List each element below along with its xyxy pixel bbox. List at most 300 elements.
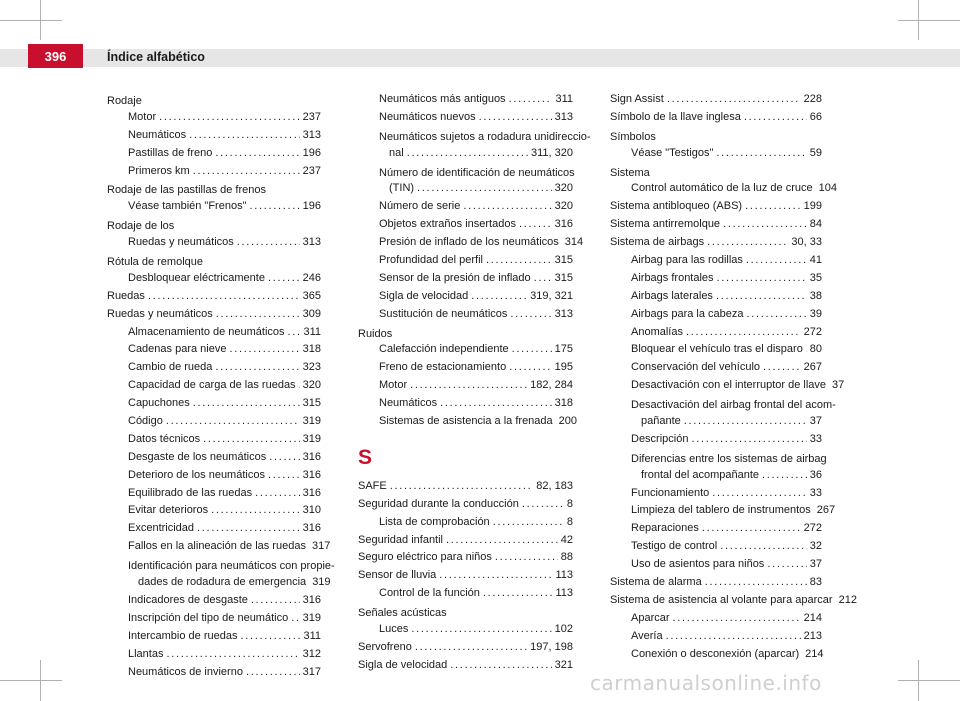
index-subentry xyxy=(107,326,321,344)
entry-label: Símbolos xyxy=(610,130,656,143)
dot-leader xyxy=(249,200,299,212)
page-reference: 36 xyxy=(809,468,822,481)
page-reference: 33 xyxy=(809,486,822,499)
index-subentry xyxy=(107,129,321,147)
index-entry xyxy=(358,605,573,623)
index-subentry xyxy=(107,361,321,379)
page-reference: 35 xyxy=(809,271,822,284)
entry-label: Reparaciones xyxy=(631,522,699,535)
entry-label: Seguridad durante la conducción xyxy=(358,497,519,510)
entry-label: Seguridad infantil xyxy=(358,533,444,546)
entry-label: Airbags laterales xyxy=(631,289,713,302)
page-reference: 319 xyxy=(302,432,321,445)
page-reference: 315 xyxy=(554,254,573,267)
page-reference: 267 xyxy=(816,504,836,517)
index-entry xyxy=(358,551,573,569)
crop-mark xyxy=(898,20,960,21)
entry-label-continued: (TIN) xyxy=(389,182,415,195)
dot-leader xyxy=(684,415,807,427)
page-reference: 196 xyxy=(302,146,321,159)
index-column-1 xyxy=(107,93,335,683)
entry-label: Código xyxy=(128,415,163,428)
index-subentry xyxy=(107,165,321,183)
dot-leader xyxy=(762,469,807,481)
dot-leader xyxy=(251,594,300,606)
crop-mark xyxy=(898,680,960,681)
dot-leader xyxy=(166,415,300,427)
entry-label: Sensor de lluvia xyxy=(358,569,437,582)
dot-leader xyxy=(705,576,807,588)
dot-leader xyxy=(522,498,564,510)
dot-leader xyxy=(746,254,807,266)
page-reference: 80 xyxy=(809,343,822,356)
index-entry xyxy=(107,254,321,272)
page-reference: 228 xyxy=(803,93,822,105)
dot-leader xyxy=(193,397,300,409)
entry-label: Sistema de asistencia al volante para aparcar xyxy=(610,593,833,606)
dot-leader xyxy=(512,343,552,355)
dot-leader xyxy=(667,93,801,105)
entry-label: Sustitución de neumáticos xyxy=(379,307,508,320)
entry-label: Calefacción independiente xyxy=(379,343,509,356)
entry-label: Deterioro de los neumáticos xyxy=(128,468,265,481)
page-title: Índice alfabético xyxy=(107,50,205,64)
index-subentry xyxy=(610,397,836,433)
entry-label: Sigla de velocidad xyxy=(358,658,448,671)
page-reference: 312 xyxy=(302,647,321,660)
page-reference: 84 xyxy=(809,218,822,231)
index-column-3 xyxy=(610,93,857,666)
dot-leader xyxy=(479,111,552,123)
page-reference: 318 xyxy=(302,343,321,356)
entry-label: Servofreno xyxy=(358,640,412,653)
page-reference: 313 xyxy=(554,307,573,320)
entry-label: Capuchones xyxy=(128,397,190,410)
page-reference: 66 xyxy=(809,110,822,123)
index-subentry xyxy=(358,397,573,415)
index-subentry xyxy=(610,272,822,290)
index-subentry xyxy=(358,218,573,236)
page-reference: 82, 183 xyxy=(536,479,573,492)
index-subentry xyxy=(358,290,573,308)
entry-label: Sistema antirremolque xyxy=(610,218,721,231)
entry-label: Neumáticos sujetos a rodadura unidireccio- xyxy=(379,130,591,143)
index-subentry xyxy=(610,290,822,308)
dot-leader xyxy=(203,433,299,445)
index-subentry xyxy=(610,326,822,344)
page-reference: 37 xyxy=(832,379,845,392)
dot-leader xyxy=(745,200,801,212)
page-reference: 237 xyxy=(302,164,321,177)
index-subentry xyxy=(358,254,573,272)
entry-label: Conexión o desconexión (aparcar) xyxy=(631,647,800,660)
entry-label: Desactivación con el interruptor de llave xyxy=(631,379,827,392)
entry-label: Aparcar xyxy=(631,611,670,624)
page-reference: 113 xyxy=(555,587,573,600)
entry-label: Número de serie xyxy=(379,200,461,213)
entry-label: Número de identificación de neumáticos xyxy=(379,166,575,179)
page-reference: 39 xyxy=(809,307,822,320)
dot-leader xyxy=(486,254,552,266)
index-entry xyxy=(610,129,822,147)
entry-label: Pastillas de freno xyxy=(128,146,213,159)
index-entry xyxy=(358,641,573,659)
index-subentry xyxy=(107,558,335,594)
page-reference: 214 xyxy=(805,647,824,660)
entry-label-continued: frontal del acompañante xyxy=(641,468,760,481)
index-subentry xyxy=(358,165,573,201)
index-column-2 xyxy=(358,93,591,677)
entry-label: Sistema xyxy=(610,166,650,179)
index-subentry xyxy=(610,433,822,451)
index-subentry xyxy=(107,487,321,505)
entry-label: Motor xyxy=(379,379,408,392)
page-reference: 272 xyxy=(803,325,822,338)
dot-leader xyxy=(723,218,807,230)
index-subentry xyxy=(107,594,321,612)
crop-mark xyxy=(0,20,62,21)
dot-leader xyxy=(415,641,527,653)
dot-leader xyxy=(806,343,807,355)
page-reference: 317 xyxy=(302,665,321,678)
page-reference: 37 xyxy=(809,415,822,428)
page-reference: 320 xyxy=(302,379,321,392)
entry-label: Inscripción del tipo de neumático xyxy=(128,611,289,624)
entry-label-continued: dades de rodadura de emergencia xyxy=(138,576,307,589)
index-entry xyxy=(610,593,857,612)
page-reference: 59 xyxy=(809,146,822,159)
index-subentry xyxy=(358,415,578,433)
dot-leader xyxy=(268,272,300,284)
dot-leader xyxy=(534,272,552,284)
index-entry xyxy=(610,576,822,594)
entry-label: Conservación del vehículo xyxy=(631,361,761,374)
page-reference: 313 xyxy=(302,236,321,249)
crop-mark xyxy=(0,680,62,681)
index-entry xyxy=(610,165,822,183)
index-entry xyxy=(610,111,822,129)
entry-label: Airbags para la cabeza xyxy=(631,307,744,320)
page-reference: 8 xyxy=(566,497,573,510)
entry-label: Desactivación del airbag frontal del acom- xyxy=(631,399,836,412)
page-reference: 37 xyxy=(809,558,822,571)
page-reference: 199 xyxy=(803,200,822,213)
entry-label: Presión de inflado de los neumáticos xyxy=(379,236,559,249)
entry-label: Datos técnicos xyxy=(128,432,201,445)
index-subentry xyxy=(107,415,321,433)
entry-label: Neumáticos más antiguos xyxy=(379,93,506,105)
index-entry xyxy=(610,93,822,111)
entry-label: Desgaste de los neumáticos xyxy=(128,450,267,463)
dot-leader xyxy=(215,361,299,373)
entry-label: Ruedas xyxy=(107,289,145,302)
index-subentry xyxy=(610,630,822,648)
entry-label: Sign Assist xyxy=(610,93,664,105)
entry-label: Cambio de rueda xyxy=(128,361,213,374)
page-reference: 196 xyxy=(302,200,321,213)
index-subentry xyxy=(610,540,822,558)
index-subentry xyxy=(358,623,573,641)
entry-label: Neumáticos nuevos xyxy=(379,110,476,123)
dot-leader xyxy=(767,558,806,570)
dot-leader xyxy=(495,551,558,563)
index-subentry xyxy=(107,451,321,469)
page-reference: 104 xyxy=(818,182,837,195)
page-reference: 318 xyxy=(554,397,573,410)
index-subentry xyxy=(107,147,321,165)
index-subentry xyxy=(610,612,822,630)
page-reference: 315 xyxy=(302,397,321,410)
index-subentry xyxy=(610,451,827,487)
dot-leader xyxy=(763,361,801,373)
page-reference: 182, 284 xyxy=(530,379,573,392)
entry-label: Neumáticos de invierno xyxy=(128,665,243,678)
dot-leader xyxy=(237,236,300,248)
entry-label: Testigo de control xyxy=(631,540,718,553)
dot-leader xyxy=(463,200,551,212)
dot-leader xyxy=(215,147,299,159)
entry-label: Véase "Testigos" xyxy=(631,146,714,159)
page-reference: 200 xyxy=(558,415,578,428)
entry-label: Anomalías xyxy=(631,325,683,338)
dot-leader xyxy=(291,612,299,624)
dot-leader xyxy=(189,129,300,141)
dot-leader xyxy=(446,534,558,546)
page-reference: 311 xyxy=(303,325,321,338)
page-reference: 8 xyxy=(566,515,573,528)
entry-label: Lista de comprobación xyxy=(379,515,490,528)
entry-label: Rodaje de los xyxy=(107,220,175,233)
entry-label: Fallos en la alineación de las ruedas xyxy=(128,540,306,553)
index-subentry xyxy=(107,433,321,451)
index-subentry xyxy=(107,648,321,666)
page-reference: 320 xyxy=(554,200,573,213)
page-reference: 212 xyxy=(838,593,857,606)
index-entry xyxy=(610,218,822,236)
index-subentry xyxy=(610,522,822,540)
dot-leader xyxy=(450,659,551,671)
dot-leader xyxy=(216,308,300,320)
entry-label: Equilibrado de las ruedas xyxy=(128,486,253,499)
dot-leader xyxy=(288,326,301,338)
index-subentry xyxy=(358,308,573,326)
page-reference: 319, 321 xyxy=(530,289,573,302)
dot-leader xyxy=(471,290,527,302)
index-subentry xyxy=(358,379,573,397)
section-letter: S xyxy=(358,445,373,469)
page-reference: 102 xyxy=(554,623,573,636)
index-entry xyxy=(358,659,573,677)
index-entry xyxy=(358,569,573,587)
page-reference: 315 xyxy=(554,271,573,284)
entry-label: Funcionamiento xyxy=(631,486,710,499)
entry-label: Descripción xyxy=(631,432,689,445)
page-reference: 320 xyxy=(554,182,573,195)
index-entry xyxy=(107,290,321,308)
index-entry xyxy=(107,218,321,236)
entry-label: Uso de asientos para niños xyxy=(631,558,765,571)
entry-label: Llantas xyxy=(128,647,164,660)
crop-mark xyxy=(918,660,919,701)
entry-label: SAFE xyxy=(358,479,387,492)
entry-label: Sistema de alarma xyxy=(610,576,702,589)
index-subentry xyxy=(107,343,321,361)
index-subentry xyxy=(107,666,321,684)
entry-label: Freno de estacionamiento xyxy=(379,361,507,374)
page-reference: 267 xyxy=(803,361,822,374)
dot-leader xyxy=(246,666,300,678)
dot-leader xyxy=(211,504,300,516)
index-entry xyxy=(358,326,573,344)
index-entry xyxy=(107,93,321,111)
dot-leader xyxy=(691,433,806,445)
dot-leader xyxy=(717,272,807,284)
entry-label: Ruidos xyxy=(358,327,393,340)
index-subentry xyxy=(610,648,822,666)
page-number: 396 xyxy=(28,44,83,68)
page-reference: 316 xyxy=(302,522,321,535)
index-subentry xyxy=(610,487,822,505)
entry-label: Bloquear el vehículo tras el disparo xyxy=(631,343,803,356)
dot-leader xyxy=(707,236,788,248)
dot-leader xyxy=(166,648,299,660)
entry-label: Sistema antibloqueo (ABS) xyxy=(610,200,743,213)
index-subentry xyxy=(610,379,845,397)
entry-label: Véase también "Frenos" xyxy=(128,200,247,213)
page-reference: 197, 198 xyxy=(530,640,573,653)
page-reference: 272 xyxy=(803,522,822,535)
index-entry xyxy=(358,480,573,498)
index-subentry xyxy=(358,272,573,290)
crop-mark xyxy=(40,660,41,701)
page-reference: 319 xyxy=(302,415,321,428)
page-reference: 316 xyxy=(554,218,573,231)
entry-label: Sistema de airbags xyxy=(610,236,705,249)
entry-label: Profundidad del perfil xyxy=(379,254,483,267)
index-subentry xyxy=(358,200,573,218)
entry-label: Control de la función xyxy=(379,587,480,600)
dot-leader xyxy=(193,165,300,177)
index-subentry xyxy=(358,236,584,254)
dot-leader xyxy=(716,147,806,159)
dot-leader xyxy=(407,147,528,159)
page-reference: 33 xyxy=(809,432,822,445)
dot-leader xyxy=(702,522,801,534)
dot-leader xyxy=(712,487,806,499)
page-reference: 175 xyxy=(554,343,573,356)
index-entry xyxy=(107,308,321,326)
page-reference: 317 xyxy=(311,540,331,553)
entry-label: Limpieza del tablero de instrumentos xyxy=(631,504,811,517)
page-reference: 309 xyxy=(302,307,321,320)
entry-label: Sensor de la presión de inflado xyxy=(379,271,531,284)
dot-leader xyxy=(268,469,300,481)
page-reference: 237 xyxy=(302,110,321,123)
entry-label: Excentricidad xyxy=(128,522,195,535)
page-reference: 32 xyxy=(809,540,822,553)
index-subentry xyxy=(358,93,573,111)
page-reference: 319 xyxy=(302,611,321,624)
index-entry xyxy=(358,534,573,552)
index-subentry xyxy=(107,504,321,522)
entry-label: Cadenas para nieve xyxy=(128,343,227,356)
index-subentry xyxy=(107,469,321,487)
entry-label: Ruedas y neumáticos xyxy=(128,236,234,249)
page-reference: 316 xyxy=(302,593,321,606)
index-subentry xyxy=(107,200,321,218)
dot-leader xyxy=(240,630,300,642)
index-subentry xyxy=(358,516,573,534)
page-reference: 316 xyxy=(302,468,321,481)
dot-leader xyxy=(493,516,564,528)
dot-leader xyxy=(229,343,299,355)
page-reference: 311, 320 xyxy=(530,146,573,159)
watermark: carmanualsonline.info xyxy=(590,671,822,695)
page-reference: 316 xyxy=(302,450,321,463)
entry-label: Indicadores de desgaste xyxy=(128,593,248,606)
page-reference: 213 xyxy=(803,629,822,642)
entry-label-continued: nal xyxy=(389,146,404,159)
dot-leader xyxy=(673,612,801,624)
entry-label: Intercambio de ruedas xyxy=(128,629,238,642)
index-subentry xyxy=(610,343,822,361)
entry-label: Primeros km xyxy=(128,164,190,177)
entry-label: Sistemas de asistencia a la frenada xyxy=(379,415,553,428)
page-reference: 30, 33 xyxy=(791,236,822,249)
page-reference: 319 xyxy=(312,576,331,589)
index-subentry xyxy=(107,111,321,129)
index-subentry xyxy=(358,587,573,605)
dot-leader xyxy=(439,569,552,581)
entry-label: Objetos extraños insertados xyxy=(379,218,516,231)
index-entry xyxy=(358,498,573,516)
index-subentry xyxy=(610,254,822,272)
index-subentry xyxy=(107,612,321,630)
page-reference: 38 xyxy=(809,289,822,302)
index-subentry xyxy=(610,308,822,326)
page-reference: 311 xyxy=(303,629,321,642)
index-subentry xyxy=(358,111,573,129)
dot-leader xyxy=(747,308,807,320)
dot-leader xyxy=(148,290,300,302)
dot-leader xyxy=(510,308,551,320)
index-subentry xyxy=(107,522,321,540)
index-subentry xyxy=(610,147,822,165)
entry-label: Luces xyxy=(379,623,409,636)
entry-label: Airbag para las rodillas xyxy=(631,254,743,267)
index-subentry xyxy=(358,343,573,361)
dot-leader xyxy=(483,587,553,599)
index-subentry xyxy=(610,361,822,379)
entry-label: Control automático de la luz de cruce xyxy=(631,182,813,195)
entry-label: Seguro eléctrico para niños xyxy=(358,551,492,564)
page-reference: 214 xyxy=(803,611,822,624)
page-reference: 313 xyxy=(554,110,573,123)
page-reference: 311 xyxy=(555,93,573,105)
dot-leader xyxy=(417,182,552,194)
index-subentry xyxy=(358,129,591,165)
dot-leader xyxy=(255,487,300,499)
index-subentry xyxy=(107,236,321,254)
page-reference: 195 xyxy=(554,361,573,374)
page-reference: 314 xyxy=(564,236,584,249)
entry-label: Neumáticos xyxy=(128,128,187,141)
entry-label: Motor xyxy=(128,110,157,123)
dot-leader xyxy=(509,361,551,373)
page-reference: 113 xyxy=(555,569,573,582)
dot-leader xyxy=(509,93,553,105)
entry-label: Rodaje de las pastillas de frenos xyxy=(107,184,266,197)
